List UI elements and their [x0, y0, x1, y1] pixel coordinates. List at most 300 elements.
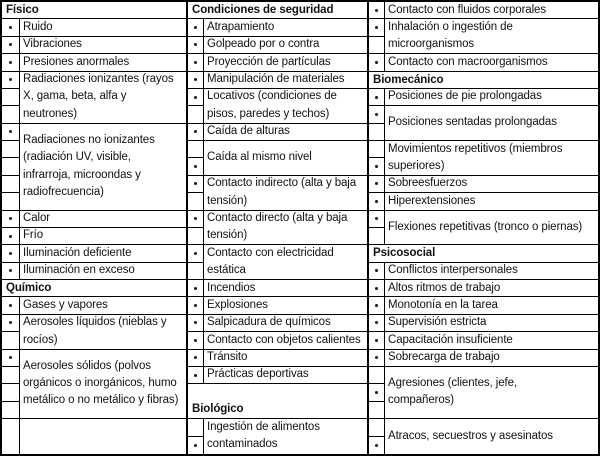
category-header-label: Psicosocial	[373, 247, 436, 260]
bullet-column	[188, 245, 204, 279]
bullet-column	[369, 350, 385, 366]
bullet-cell	[188, 89, 203, 106]
bullet-column	[188, 280, 204, 296]
bullet-dot-icon	[9, 235, 12, 238]
bullet-column	[188, 315, 204, 331]
bullet-column	[2, 315, 20, 349]
bullet-dot-icon	[9, 61, 12, 64]
category-header-label: Químico	[6, 282, 52, 295]
hazard-row	[369, 263, 598, 280]
hazard-text-line: Tránsito	[207, 351, 248, 363]
bullet-column	[188, 419, 204, 454]
hazard-text-line: Sobreesfuerzos	[388, 177, 468, 190]
hazard-row	[188, 419, 367, 454]
bullet-dot-icon	[194, 78, 197, 81]
hazard-row	[2, 54, 186, 71]
hazard-row	[369, 141, 598, 176]
hazard-row	[369, 176, 598, 193]
bullet-cell	[369, 263, 384, 279]
bullet-dot-icon	[194, 374, 197, 377]
hazard-text-line: Hiperextensiones	[388, 194, 476, 207]
bullet-cell	[2, 402, 19, 418]
bullet-column	[369, 367, 385, 418]
hazard-text-line: Posiciones sentadas prolongadas	[388, 116, 557, 129]
hazard-text-line: Contacto con fluidos corporales	[388, 3, 546, 16]
bullet-cell	[188, 228, 203, 244]
hazard-text-line: Gases y vapores	[23, 298, 108, 311]
table-column-3	[369, 2, 598, 454]
hazard-row	[188, 72, 367, 89]
bullet-dot-icon	[194, 339, 197, 342]
bullet-dot-icon	[194, 130, 197, 133]
hazard-text	[204, 176, 367, 210]
bullet-cell	[188, 211, 203, 228]
bullet-dot-icon	[9, 130, 12, 133]
bullet-cell	[188, 419, 203, 437]
hazard-row	[369, 419, 598, 454]
bullet-dot-icon	[375, 26, 378, 29]
bullet-cell	[2, 419, 19, 454]
bullet-column	[369, 141, 385, 175]
bullet-cell	[369, 437, 384, 454]
bullet-cell	[2, 367, 19, 384]
bullet-column	[188, 332, 204, 348]
category-header	[369, 72, 598, 89]
hazard-row	[2, 211, 186, 228]
hazard-text	[385, 141, 598, 175]
hazard-row	[188, 89, 367, 124]
hazard-text	[385, 193, 598, 209]
hazard-row	[369, 367, 598, 419]
hazard-text	[204, 315, 367, 331]
hazard-text-line: Frío	[23, 229, 44, 242]
table-column-1	[2, 2, 188, 454]
hazard-row	[188, 19, 367, 36]
bullet-column	[369, 193, 385, 209]
hazard-text-line: infrarroja, microondas y	[23, 168, 141, 181]
bullet-column	[2, 263, 20, 279]
bullet-cell	[2, 72, 19, 89]
hazard-text	[204, 54, 367, 70]
hazard-text	[20, 245, 186, 261]
bullet-cell	[369, 158, 384, 174]
hazard-text-line: tensión)	[207, 194, 248, 207]
bullet-cell	[369, 332, 384, 348]
hazard-text-line: Atracos, secuestros y asesinatos	[388, 429, 553, 442]
hazard-text-line: Aerosoles sólidos (polvos	[23, 359, 151, 372]
bullet-cell	[369, 124, 384, 140]
hazard-row	[369, 332, 598, 349]
category-header	[2, 280, 186, 297]
hazard-text-line: compañeros)	[388, 394, 455, 407]
bullet-dot-icon	[375, 287, 378, 290]
bullet-cell	[2, 193, 19, 209]
category-header-label: Condiciones de seguridad	[192, 4, 334, 17]
bullet-cell	[2, 141, 19, 158]
hazard-text	[385, 106, 598, 140]
bullet-dot-icon	[375, 182, 378, 185]
hazard-text-line: Monotonía en la tarea	[388, 298, 498, 311]
hazard-text	[204, 72, 367, 88]
hazard-text	[204, 367, 367, 383]
bullet-dot-icon	[375, 444, 378, 447]
bullet-column	[369, 332, 385, 348]
hazard-text	[204, 350, 367, 366]
bullet-column	[2, 211, 20, 227]
bullet-column	[2, 19, 20, 35]
hazard-text-line: Contacto indirecto (alta y baja	[207, 177, 357, 190]
hazard-text	[385, 54, 598, 70]
bullet-cell	[2, 89, 19, 106]
bullet-cell	[188, 350, 203, 366]
hazard-text-line: Flexiones repetitivas (tronco o piernas)	[388, 220, 583, 233]
bullet-column	[369, 89, 385, 105]
bullet-cell	[369, 297, 384, 313]
hazard-row	[188, 176, 367, 211]
hazard-text	[20, 419, 186, 454]
bullet-cell	[188, 193, 203, 209]
hazard-row	[188, 315, 367, 332]
bullet-cell	[369, 350, 384, 366]
bullet-dot-icon	[375, 321, 378, 324]
hazard-row	[2, 37, 186, 54]
hazard-text	[385, 19, 598, 53]
bullet-cell	[369, 280, 384, 296]
hazard-text-line: Golpeado por o contra	[207, 38, 320, 51]
hazard-text	[204, 211, 367, 245]
hazard-text-line: contaminados	[207, 438, 278, 451]
hazard-row	[2, 315, 186, 350]
bullet-cell	[2, 106, 19, 122]
hazard-row	[188, 350, 367, 367]
hazard-text	[20, 211, 186, 227]
hazard-row	[188, 245, 367, 280]
bullet-column	[188, 211, 204, 245]
hazard-text	[20, 315, 186, 349]
hazard-text-line: Incendios	[207, 281, 256, 294]
bullet-dot-icon	[375, 391, 378, 394]
bullet-dot-icon	[9, 269, 12, 272]
bullet-dot-icon	[375, 61, 378, 64]
hazard-text-line: pisos, paredes y techos)	[207, 107, 330, 120]
bullet-dot-icon	[194, 96, 197, 99]
hazard-row	[2, 350, 186, 420]
bullet-cell	[2, 19, 19, 35]
hazard-text-line: radiofrecuencia)	[23, 185, 104, 198]
bullet-column	[2, 245, 20, 261]
bullet-cell	[369, 419, 384, 437]
hazard-text-line: (radiación UV, visible,	[23, 151, 131, 164]
bullet-cell	[2, 332, 19, 348]
bullet-cell	[188, 141, 203, 158]
bullet-column	[188, 124, 204, 140]
category-header	[188, 2, 367, 19]
bullet-cell	[369, 402, 384, 418]
bullet-dot-icon	[194, 321, 197, 324]
category-header	[369, 245, 598, 262]
bullet-dot-icon	[9, 78, 12, 81]
hazard-text	[20, 124, 186, 210]
hazard-text	[20, 19, 186, 35]
bullet-cell	[188, 54, 203, 70]
hazard-row	[188, 37, 367, 54]
hazard-text	[20, 72, 186, 123]
category-header-label: Biomecánico	[373, 73, 444, 86]
bullet-dot-icon	[375, 165, 378, 168]
hazard-text-line: Contacto con macroorganismos	[388, 55, 548, 68]
bullet-cell	[2, 158, 19, 175]
bullet-cell	[369, 176, 384, 192]
hazard-text-line: Altos ritmos de trabajo	[388, 281, 501, 294]
bullet-cell	[369, 193, 384, 209]
bullet-cell	[369, 315, 384, 331]
hazard-text-line: Sobrecarga de trabajo	[388, 351, 500, 363]
hazard-row	[188, 54, 367, 71]
hazard-text	[385, 419, 598, 454]
hazard-text	[385, 89, 598, 105]
bullet-dot-icon	[375, 269, 378, 272]
hazard-text-line: Caída de alturas	[207, 125, 290, 138]
hazard-text	[385, 297, 598, 313]
table-column-2	[188, 2, 369, 454]
hazard-text-line: Inhalación o ingestión de	[388, 20, 513, 33]
bullet-column	[369, 297, 385, 313]
hazard-row	[369, 350, 598, 367]
hazard-text	[385, 2, 598, 18]
hazard-text-line: Radiaciones ionizantes (rayos	[23, 73, 174, 85]
bullet-cell	[2, 263, 19, 279]
bullet-cell	[369, 37, 384, 53]
bullet-dot-icon	[375, 356, 378, 359]
bullet-cell	[188, 315, 203, 331]
hazard-text	[204, 245, 367, 279]
hazard-text-line: Vibraciones	[23, 38, 82, 51]
bullet-column	[188, 141, 204, 175]
hazard-text-line: metálico o no metálico y fibras)	[23, 394, 179, 407]
hazard-row	[188, 297, 367, 314]
hazard-row	[2, 228, 186, 245]
hazard-row	[369, 297, 598, 314]
hazard-text-line: microorganismos	[388, 38, 475, 51]
bullet-dot-icon	[375, 9, 378, 12]
bullet-cell	[188, 37, 203, 53]
hazard-text-line: Contacto con electricidad	[207, 246, 334, 259]
hazard-text-line: Proyección de partículas	[207, 55, 331, 68]
category-header-label: Físico	[6, 4, 39, 17]
bullet-column	[369, 211, 385, 245]
bullet-column	[369, 2, 385, 18]
bullet-cell	[2, 315, 19, 332]
hazard-text	[204, 332, 367, 348]
bullet-column	[2, 297, 20, 313]
bullet-dot-icon	[9, 321, 12, 324]
bullet-cell	[369, 367, 384, 384]
hazard-text	[385, 280, 598, 296]
hazard-row	[369, 54, 598, 71]
bullet-cell	[2, 228, 19, 244]
hazard-row	[369, 106, 598, 141]
bullet-column	[2, 54, 20, 70]
hazard-text-line: Iluminación en exceso	[23, 264, 135, 277]
hazard-text-line: Aerosoles líquidos (nieblas y	[23, 316, 167, 329]
hazard-row	[188, 332, 367, 349]
bullet-column	[2, 72, 20, 123]
category-header	[188, 384, 367, 419]
bullet-column	[188, 176, 204, 210]
hazard-text-line: Radiaciones no ionizantes	[23, 133, 155, 146]
bullet-cell	[188, 297, 203, 313]
bullet-cell	[369, 2, 384, 18]
hazard-row	[369, 19, 598, 54]
hazard-text	[385, 367, 598, 418]
bullet-cell	[369, 54, 384, 70]
bullet-cell	[188, 72, 203, 88]
hazard-row	[369, 89, 598, 106]
hazard-row	[2, 297, 186, 314]
category-header-label: Biológico	[192, 403, 244, 415]
bullet-cell	[188, 176, 203, 193]
bullet-column	[188, 72, 204, 88]
bullet-dot-icon	[194, 356, 197, 359]
bullet-cell	[188, 19, 203, 35]
hazard-text-line: Posiciones de pie prolongadas	[388, 90, 542, 103]
hazard-text-line: X, gama, beta, alfa y	[23, 90, 127, 103]
hazard-text-line: Supervisión estricta	[388, 316, 487, 329]
hazard-text-line: Ruido	[23, 20, 53, 33]
hazard-text	[385, 263, 598, 279]
bullet-dot-icon	[375, 217, 378, 220]
bullet-dot-icon	[194, 252, 197, 255]
hazard-text-line: Calor	[23, 212, 50, 225]
bullet-dot-icon	[375, 96, 378, 99]
bullet-dot-icon	[9, 252, 12, 255]
hazard-text	[204, 297, 367, 313]
hazard-text-line: Conflictos interpersonales	[388, 264, 518, 277]
bullet-column	[369, 263, 385, 279]
hazard-text-line: Explosiones	[207, 298, 268, 311]
hazard-row	[369, 2, 598, 19]
bullet-column	[369, 280, 385, 296]
bullet-dot-icon	[194, 304, 197, 307]
hazard-row	[2, 72, 186, 124]
bullet-cell	[2, 384, 19, 401]
hazard-text	[20, 54, 186, 70]
hazard-row	[2, 263, 186, 280]
bullet-dot-icon	[194, 444, 197, 447]
bullet-cell	[2, 350, 19, 367]
bullet-cell	[188, 124, 203, 140]
hazard-row	[369, 193, 598, 210]
bullet-dot-icon	[9, 26, 12, 29]
bullet-dot-icon	[375, 200, 378, 203]
bullet-dot-icon	[194, 26, 197, 29]
category-header	[2, 2, 186, 19]
bullet-cell	[2, 54, 19, 70]
bullet-cell	[188, 437, 203, 454]
bullet-cell	[369, 19, 384, 36]
hazard-row	[2, 245, 186, 262]
bullet-dot-icon	[375, 113, 378, 116]
bullet-column	[2, 124, 20, 210]
bullet-dot-icon	[375, 339, 378, 342]
bullet-column	[188, 367, 204, 383]
hazard-text-line: Movimientos repetitivos (miembros	[388, 142, 563, 155]
bullet-cell	[369, 384, 384, 401]
hazard-text	[20, 350, 186, 419]
bullet-dot-icon	[194, 43, 197, 46]
bullet-cell	[369, 211, 384, 228]
bullet-dot-icon	[194, 287, 197, 290]
bullet-cell	[188, 280, 203, 296]
bullet-column	[188, 297, 204, 313]
hazard-text-line: Salpicadura de químicos	[207, 316, 331, 329]
hazard-text-line: Ingestión de alimentos	[207, 421, 320, 433]
hazard-text-line: neutrones)	[23, 107, 77, 120]
hazard-row	[2, 19, 186, 36]
hazard-text	[204, 419, 367, 454]
hazard-text	[204, 124, 367, 140]
bullet-dot-icon	[9, 356, 12, 359]
hazard-text-line: estática	[207, 264, 246, 277]
hazard-text	[204, 19, 367, 35]
hazard-text	[385, 350, 598, 366]
hazard-text	[20, 297, 186, 313]
hazard-text-line: Manipulación de materiales	[207, 73, 345, 85]
hazard-text-line: Agresiones (clientes, jefe,	[388, 377, 517, 390]
bullet-column	[2, 350, 20, 419]
hazard-text	[204, 37, 367, 53]
hazard-text	[204, 141, 367, 175]
hazard-text	[204, 89, 367, 123]
bullet-column	[2, 228, 20, 244]
hazard-row	[188, 141, 367, 176]
hazard-text	[20, 228, 186, 244]
bullet-cell	[2, 37, 19, 53]
hazard-text-line: Capacitación insuficiente	[388, 333, 513, 346]
hazard-text-line: Locativos (condiciones de	[207, 90, 337, 103]
hazard-text-line: superiores)	[388, 159, 445, 172]
bullet-cell	[188, 332, 203, 348]
bullet-cell	[2, 211, 19, 227]
hazard-text-line: Atrapamiento	[207, 20, 275, 33]
bullet-cell	[188, 263, 203, 279]
bullet-cell	[369, 89, 384, 105]
bullet-cell	[188, 245, 203, 262]
hazard-text-line: Iluminación deficiente	[23, 246, 132, 259]
hazard-text-line: Presiones anormales	[23, 55, 130, 68]
bullet-dot-icon	[9, 304, 12, 307]
bullet-column	[369, 106, 385, 140]
bullet-column	[2, 37, 20, 53]
hazard-row	[2, 419, 186, 454]
bullet-column	[369, 19, 385, 53]
bullet-column	[188, 89, 204, 123]
hazard-text-line: tensión)	[207, 229, 248, 242]
hazard-text	[385, 315, 598, 331]
bullet-cell	[188, 106, 203, 122]
bullet-cell	[188, 367, 203, 383]
bullet-dot-icon	[9, 217, 12, 220]
bullet-cell	[188, 158, 203, 174]
hazard-row	[369, 211, 598, 246]
hazard-text	[20, 37, 186, 53]
bullet-column	[2, 419, 20, 454]
hazard-text	[385, 332, 598, 348]
bullet-cell	[369, 228, 384, 244]
bullet-dot-icon	[194, 182, 197, 185]
bullet-column	[369, 176, 385, 192]
hazard-row	[188, 367, 367, 384]
